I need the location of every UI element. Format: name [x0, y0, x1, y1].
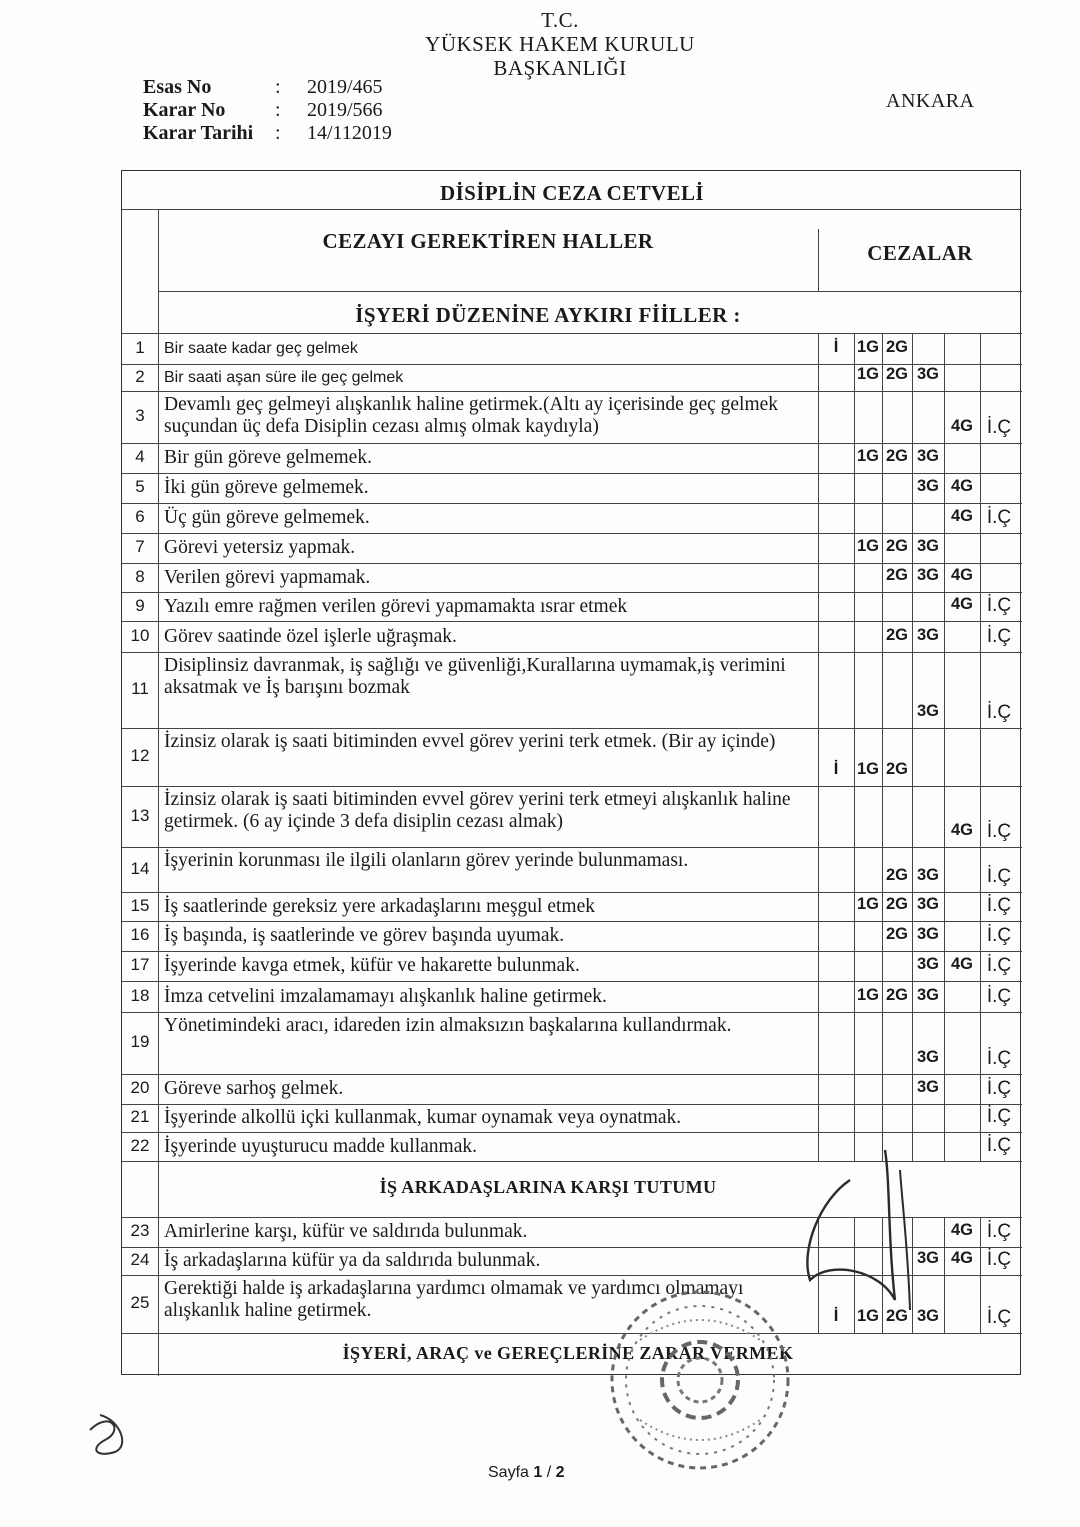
section-heading-equipment: İŞYERİ, ARAÇ ve GEREÇLERİNE ZARAR VERMEK	[342, 1343, 794, 1363]
penalty-cell: 3G	[916, 477, 939, 495]
official-stamp	[600, 1280, 800, 1480]
penalty-cell: 4G	[950, 477, 973, 495]
offense-text: Görevi yetersiz yapmak.	[164, 537, 356, 558]
penalty-cell: 1G	[856, 447, 879, 465]
penalty-cell: 3G	[916, 1307, 939, 1325]
penalty-cell: İ.Ç	[986, 1106, 1012, 1127]
penalty-cell: 4G	[950, 507, 973, 525]
meta-value: 2019/465	[307, 76, 383, 98]
header-court: YÜKSEK HAKEM KURULU	[425, 32, 695, 56]
current-page: 1	[533, 1464, 543, 1481]
page-separator: /	[542, 1464, 556, 1481]
penalty-cell: 1G	[856, 986, 879, 1004]
offense-text: Bir saati aşan süre ile geç gelmek	[164, 369, 404, 386]
row-number: 9	[135, 595, 145, 615]
penalty-cell: 3G	[916, 986, 939, 1004]
penalty-cell: 4G	[950, 595, 973, 613]
offense-text: Gerektiği halde iş arkadaşlarına yardımcı olmamak ve yardımcı olmamayı alışkanlık haline getirmek.	[164, 1278, 744, 1321]
penalty-cell: 2G	[885, 866, 908, 884]
penalty-cell: 1G	[856, 1307, 879, 1325]
penalty-cell: İ.Ç	[986, 507, 1012, 528]
row-number: 18	[130, 985, 150, 1005]
meta-row-esas: Esas No : 2019/465	[143, 76, 383, 98]
section-heading-workplace: İŞYERİ DÜZENİNE AYKIRI FİİLLER :	[355, 303, 741, 327]
offense-text: Üç gün göreve gelmemek.	[164, 507, 370, 528]
penalty-cell: İ.Ç	[986, 1135, 1012, 1156]
column-header-offenses: CEZAYI GEREKTİREN HALLER	[322, 229, 654, 253]
row-number: 1	[135, 337, 145, 357]
penalty-cell: İ.Ç	[986, 417, 1012, 438]
offense-text: İki gün göreve gelmemek.	[164, 477, 369, 498]
row-number: 12	[130, 746, 150, 765]
penalty-cell: 1G	[856, 365, 879, 383]
row-number: 11	[131, 679, 149, 698]
penalty-cell: 1G	[856, 760, 879, 778]
row-number: 5	[135, 477, 145, 496]
penalty-cell: 3G	[916, 895, 939, 913]
signature-mark	[790, 1140, 940, 1320]
row-number: 25	[130, 1293, 150, 1312]
penalty-cell: 3G	[916, 1048, 939, 1066]
penalty-cell: 3G	[916, 1078, 939, 1096]
penalty-cell: 4G	[950, 1221, 973, 1239]
penalty-cell: İ.Ç	[986, 626, 1012, 647]
city-label: ANKARA	[886, 90, 975, 112]
penalty-cell: 2G	[885, 365, 908, 383]
institution-header	[380, 8, 740, 80]
penalty-cell: 1G	[856, 895, 879, 913]
penalty-cell: 1G	[856, 338, 879, 356]
row-number: 21	[130, 1107, 150, 1126]
row-number: 13	[130, 805, 150, 825]
penalty-cell: İ.Ç	[986, 955, 1012, 976]
total-pages: 2	[555, 1464, 565, 1481]
offense-text: İşyerinin korunması ile ilgili olanların görev yerinde bulunmaması.	[164, 850, 689, 871]
offense-text: Yönetimindeki aracı, idareden izin almaksızın başkalarına kullandırmak.	[164, 1015, 732, 1036]
penalty-cell: 2G	[885, 760, 908, 778]
penalty-cell: İ	[833, 338, 839, 356]
penalty-cell: İ.Ç	[986, 1249, 1012, 1270]
penalty-cell: İ	[833, 760, 839, 778]
penalty-cell: 3G	[916, 702, 939, 720]
meta-row-karar: Karar No : 2019/566	[143, 99, 383, 121]
penalty-cell: 2G	[885, 566, 908, 584]
offense-text: İş başında, iş saatlerinde ve görev başında uyumak.	[164, 925, 565, 946]
page-indicator	[488, 1464, 565, 1482]
row-number: 7	[135, 537, 145, 556]
row-number: 24	[130, 1250, 150, 1269]
penalty-cell: 3G	[916, 866, 939, 884]
section-heading-coworkers: İŞ ARKADAŞLARINA KARŞI TUTUMU	[379, 1177, 717, 1197]
page-prefix: Sayfa	[488, 1464, 534, 1481]
row-number: 3	[135, 406, 145, 425]
offense-text: Disiplinsiz davranmak, iş sağlığı ve güvenliği,Kurallarına uymamak,iş verimini aksatmak ve İş barışını bozmak	[164, 655, 786, 698]
penalty-cell: İ.Ç	[986, 821, 1012, 842]
penalty-cell: 1G	[856, 537, 879, 555]
column-header-penalties: CEZALAR	[867, 241, 973, 265]
offense-text: Görev saatinde özel işlerle uğraşmak.	[164, 626, 457, 647]
penalty-cell: İ.Ç	[986, 595, 1012, 616]
row-number: 14	[130, 858, 150, 878]
penalty-cell: 2G	[885, 338, 908, 356]
offense-text: Verilen görevi yapmamak.	[164, 567, 371, 588]
offense-text: İşyerinde kavga etmek, küfür ve hakarette bulunmak.	[164, 955, 580, 976]
offense-text: İş saatlerinde gereksiz yere arkadaşlarını meşgul etmek	[164, 896, 595, 917]
penalty-cell: 4G	[950, 1249, 973, 1267]
header-tc: T.C.	[541, 8, 579, 32]
penalty-cell: 2G	[885, 925, 908, 943]
offense-text: Bir gün göreve gelmemek.	[164, 447, 372, 468]
penalty-cell: 2G	[885, 626, 908, 644]
offense-text: Amirlerine karşı, küfür ve saldırıda bulunmak.	[164, 1221, 528, 1242]
penalty-cell: İ.Ç	[986, 925, 1012, 946]
penalty-cell: 3G	[916, 447, 939, 465]
offense-text: İmza cetvelini imzalamamayı alışkanlık haline getirmek.	[164, 986, 607, 1007]
meta-label: Esas No	[143, 76, 212, 98]
offense-text: İş arkadaşlarına küfür ya da saldırıda bulunmak.	[164, 1250, 541, 1271]
penalty-cell: 4G	[950, 566, 973, 584]
meta-row-tarih: Karar Tarihi : 14/112019	[143, 122, 392, 144]
penalty-cell: 3G	[916, 925, 939, 943]
row-number: 6	[135, 507, 145, 526]
offense-text: İzinsiz olarak iş saati bitiminden evvel görev yerini terk etmeyi alışkanlık haline getirmek. (6 ay içinde 3 defa disiplin cezası almak)	[164, 789, 791, 832]
penalty-cell: 3G	[916, 566, 939, 584]
penalty-cell: 2G	[885, 895, 908, 913]
penalty-cell: İ.Ç	[986, 866, 1012, 887]
case-meta	[143, 76, 392, 145]
penalty-cell: 3G	[916, 1249, 939, 1267]
offense-text: Devamlı geç gelmeyi alışkanlık haline getirmek.(Altı ay içerisinde geç gelmek suçundan üç defa Disiplin cezası almış olmak kaydıyla)	[164, 394, 779, 437]
row-number: 19	[130, 1032, 150, 1051]
offense-text: Bir saate kadar geç gelmek	[164, 340, 358, 357]
penalty-cell: 4G	[950, 821, 973, 839]
meta-label: Karar No	[143, 99, 226, 121]
row-number: 15	[130, 895, 150, 915]
penalty-cell: İ.Ç	[986, 1048, 1012, 1069]
offense-text: Yazılı emre rağmen verilen görevi yapmamakta ısrar etmek	[164, 596, 628, 617]
row-number: 2	[135, 366, 145, 386]
meta-value: 14/112019	[307, 122, 392, 144]
penalty-cell: 4G	[950, 417, 973, 435]
penalty-cell: İ.Ç	[986, 1307, 1012, 1328]
meta-label: Karar Tarihi	[143, 122, 254, 144]
penalty-cell: 3G	[916, 537, 939, 555]
meta-value: 2019/566	[307, 99, 383, 121]
offense-text: İşyerinde alkollü içki kullanmak, kumar oynamak veya oynatmak.	[164, 1107, 682, 1128]
penalty-cell: 2G	[885, 986, 908, 1004]
penalty-cell: İ	[833, 1307, 839, 1325]
header-presidency: BAŞKANLIĞI	[493, 56, 627, 80]
offense-text: İzinsiz olarak iş saati bitiminden evvel görev yerini terk etmek. (Bir ay içinde)	[164, 731, 776, 752]
row-number: 4	[135, 447, 145, 466]
row-number: 16	[130, 925, 150, 944]
penalty-cell: 2G	[885, 537, 908, 555]
row-number: 10	[130, 625, 150, 645]
penalty-cell: İ.Ç	[986, 1078, 1012, 1099]
row-number: 20	[130, 1078, 150, 1097]
row-number: 8	[135, 566, 145, 586]
penalty-cell: İ.Ç	[986, 895, 1012, 916]
penalty-cell: İ.Ç	[986, 702, 1012, 723]
penalty-cell: 3G	[916, 365, 939, 383]
penalty-cell: İ.Ç	[986, 1221, 1012, 1242]
penalty-cell: 3G	[916, 626, 939, 644]
offense-text: İşyerinde uyuşturucu madde kullanmak.	[164, 1136, 477, 1157]
penalty-cell: 4G	[950, 955, 973, 973]
row-number: 17	[130, 955, 150, 974]
offense-text: Göreve sarhoş gelmek.	[164, 1078, 344, 1099]
table-title: DİSİPLİN CEZA CETVELİ	[440, 181, 704, 205]
row-number: 22	[130, 1135, 150, 1155]
penalty-cell: İ.Ç	[986, 986, 1012, 1007]
margin-mark	[80, 1400, 140, 1460]
row-number: 23	[130, 1221, 150, 1240]
penalty-cell: 2G	[885, 447, 908, 465]
penalty-cell: 2G	[885, 1307, 908, 1325]
penalty-cell: 3G	[916, 955, 939, 973]
